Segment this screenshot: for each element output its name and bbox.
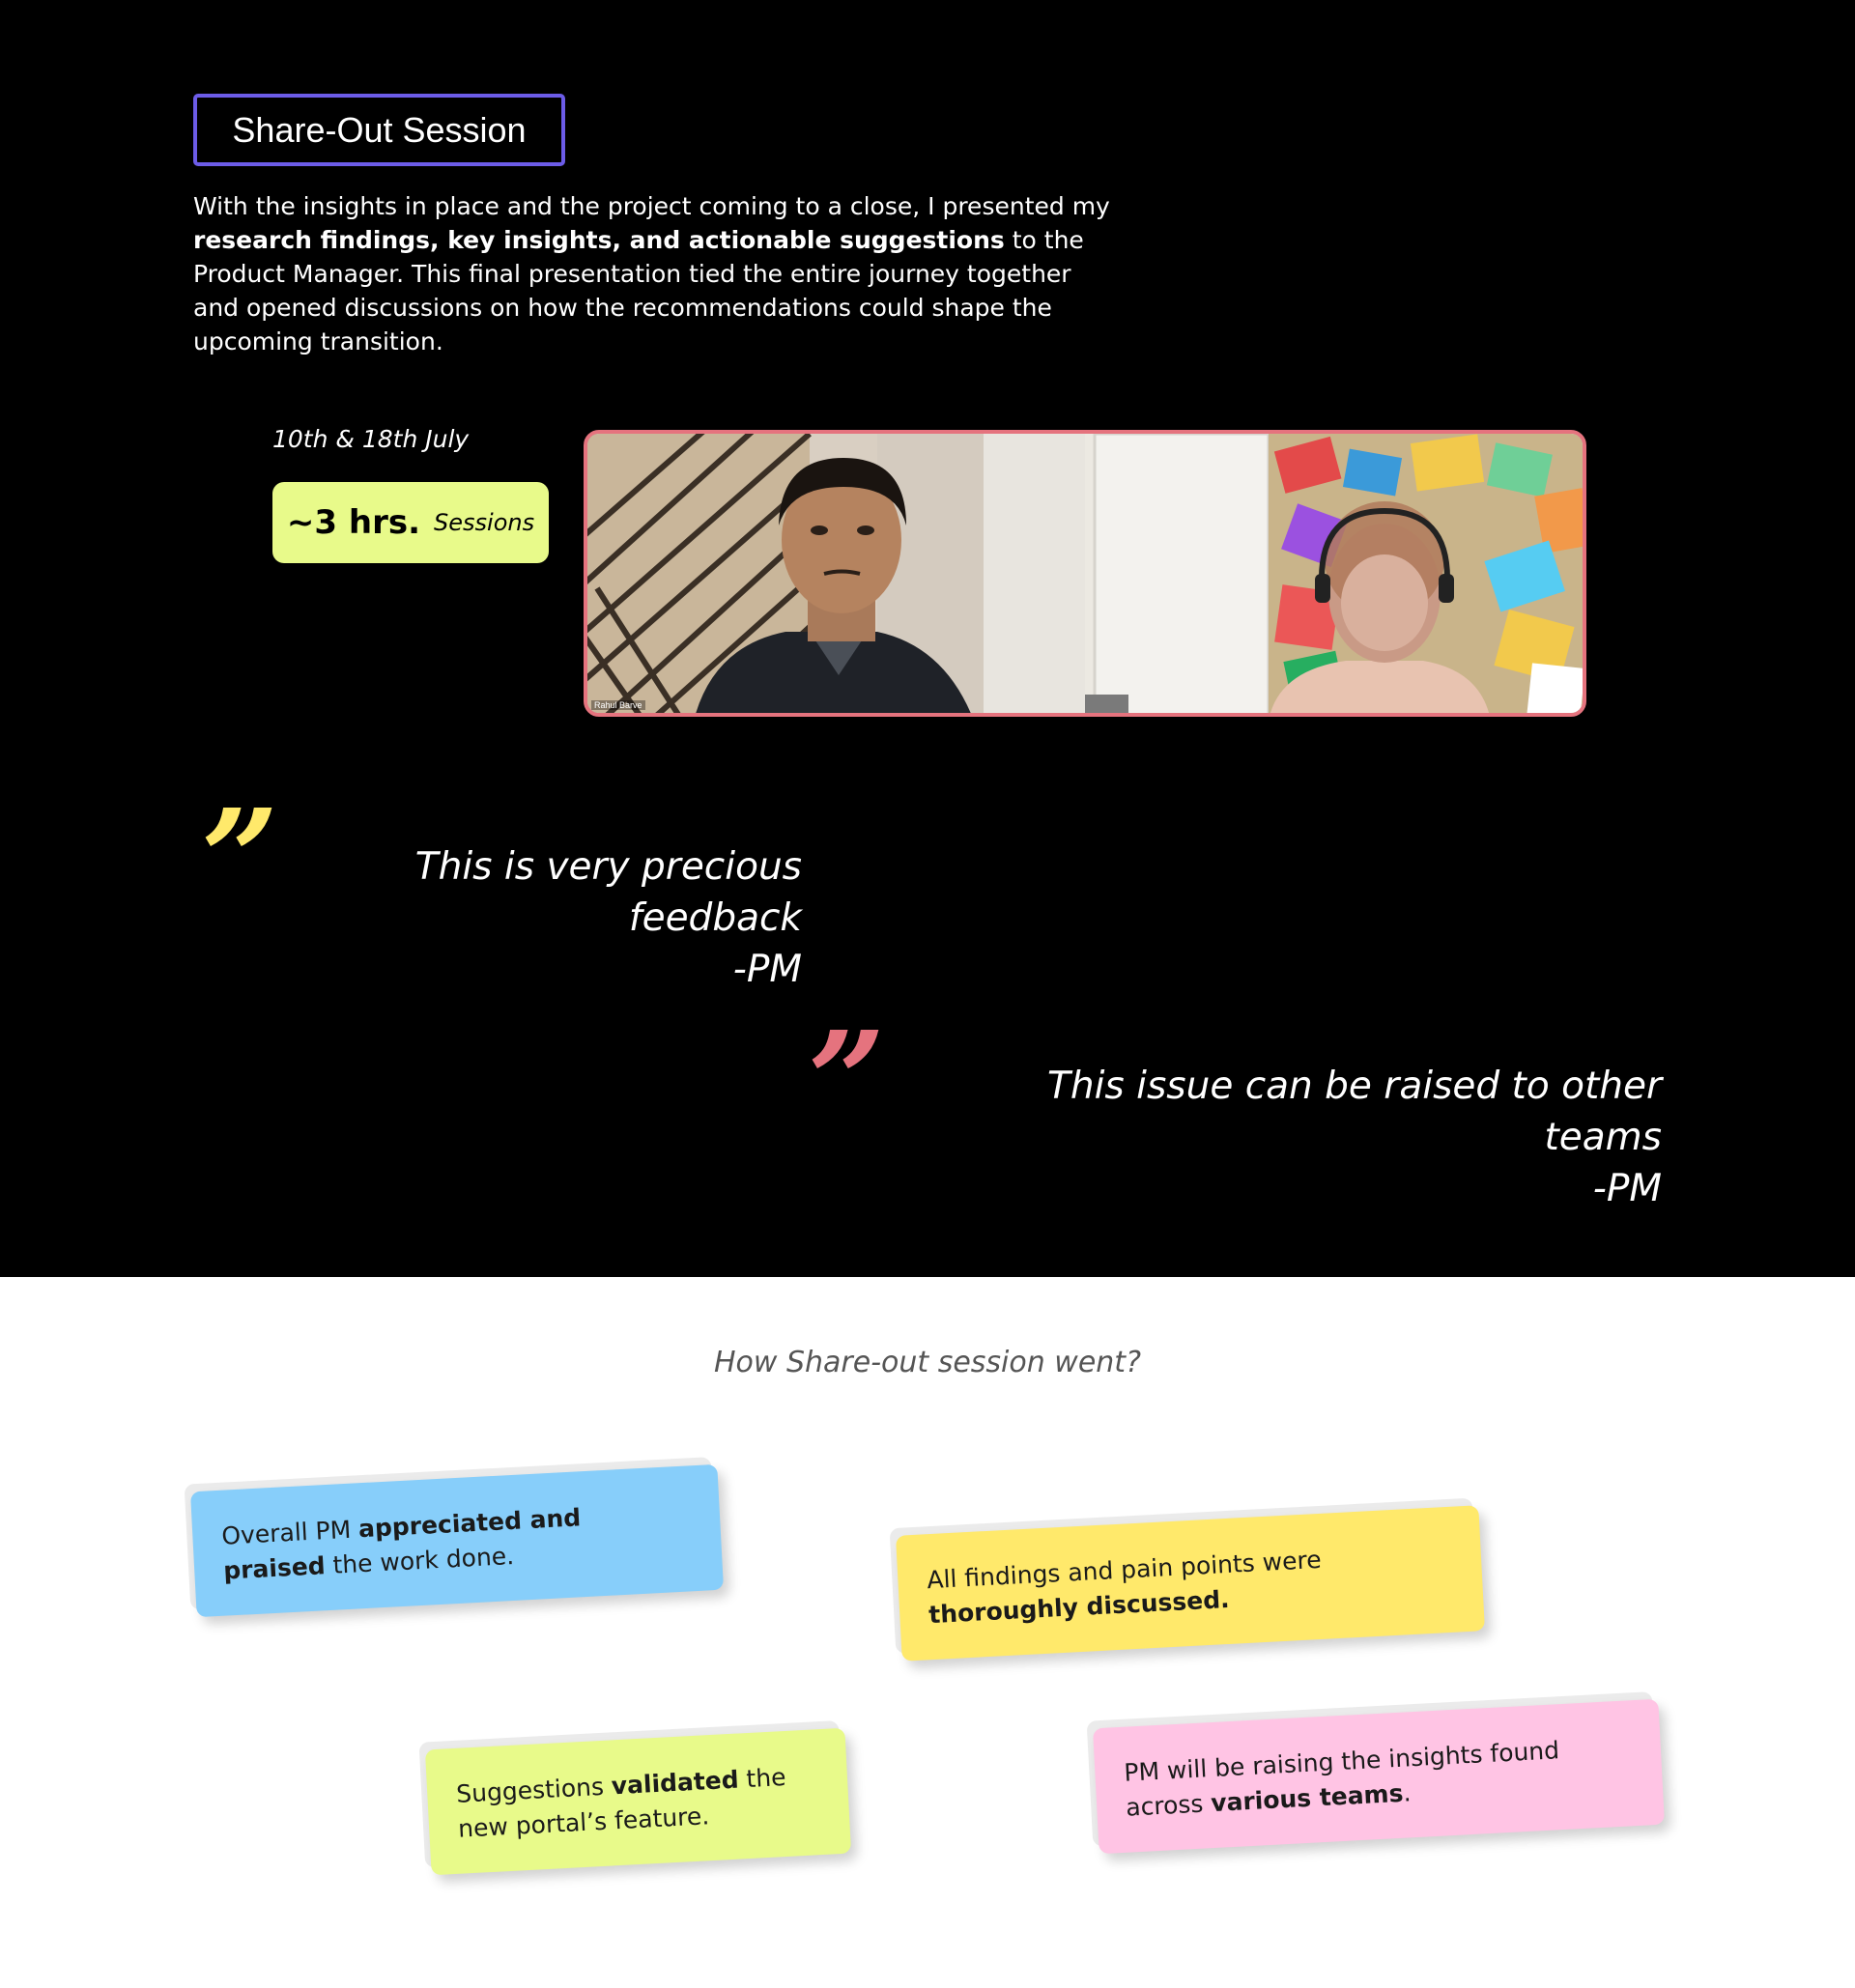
- intro-paragraph: With the insights in place and the project coming to a close, I presented my research findings, key insights, and actionable suggestions to the Product Manager. This final presentation tied the entire journey together and opened discussions on how the recommendations could shape the upcoming transition.: [193, 192, 1110, 355]
- session-hours-label: Sessions: [434, 509, 535, 536]
- sticky-note-appreciation: Overall PM appreciated and praised the work done.: [190, 1464, 724, 1617]
- video-call-screenshot: [584, 430, 1586, 717]
- session-hours-badge: [272, 482, 549, 563]
- sticky-note-validated: Suggestions validated the new portal’s feature.: [425, 1728, 851, 1876]
- quote-1-text: This is very precious feedback: [414, 845, 802, 940]
- sticky-note-raising-insights: PM will be raising the insights found across various teams.: [1093, 1699, 1665, 1854]
- outcomes-heading: How Share-out session went?: [714, 1346, 1141, 1379]
- quote-1-author: -PM: [732, 948, 802, 991]
- quote-mark-icon: ”: [201, 781, 279, 939]
- quote-mark-icon: ”: [808, 1003, 886, 1161]
- section-title: Share-Out Session: [193, 94, 565, 166]
- participant-right-video: [1085, 434, 1583, 713]
- participant-name-tag: Rahul Barve: [591, 700, 645, 710]
- sticky-note-discussed: All findings and pain points were thoroughly discussed.: [896, 1505, 1485, 1661]
- participant-tile-right: [1085, 434, 1583, 713]
- quote-2: [928, 1061, 1662, 1214]
- session-hours: ~3 hrs.: [286, 503, 421, 542]
- quote-1: [280, 841, 802, 995]
- participant-left-video: [587, 434, 1085, 713]
- intro-emphasis: research findings, key insights, and actionable suggestions: [193, 226, 1005, 254]
- participant-tile-left: [587, 434, 1085, 713]
- quote-2-author: -PM: [1592, 1167, 1662, 1210]
- session-dates: 10th & 18th July: [272, 425, 470, 453]
- quote-2-text: This issue can be raised to other teams: [1047, 1065, 1662, 1159]
